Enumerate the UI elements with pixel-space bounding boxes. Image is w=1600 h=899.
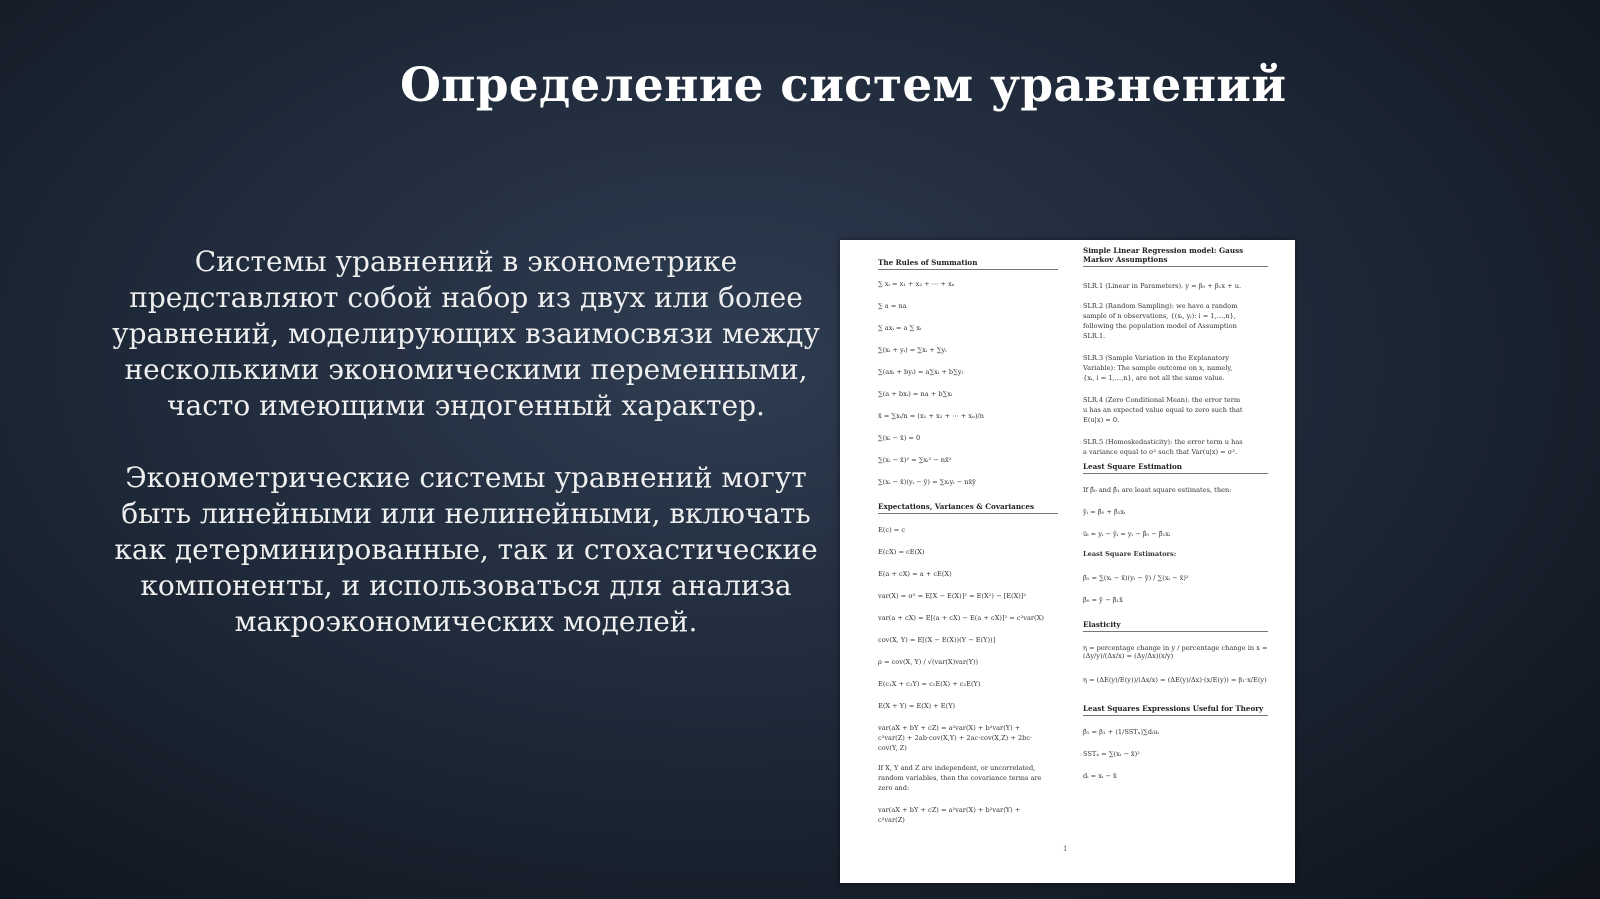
formula-line: η = (ΔE(y)/E(y))/(Δx/x) = (ΔE(y)/Δx)·(x/E(y)) = β₁·x/E(y) bbox=[1083, 676, 1267, 684]
formula-line: following the population model of Assumption bbox=[1083, 322, 1237, 330]
formula-line: cov(Y, Z) bbox=[878, 744, 907, 752]
formula-line: ∑(xᵢ − x̄)(yᵢ − ȳ) = ∑xᵢyᵢ − nx̄ȳ bbox=[878, 478, 976, 486]
formula-line: SLR.3 (Sample Variation in the Explanatory bbox=[1083, 354, 1230, 362]
formula-line: c²var(Z) bbox=[878, 816, 905, 824]
formula-line: var(aX + bY + cZ) = a²var(X) + b²var(Y) + bbox=[878, 724, 1021, 732]
slide-body bbox=[110, 244, 822, 640]
formula-line: ∑(a + bxᵢ) = na + b∑xᵢ bbox=[878, 390, 953, 398]
formula-line: β̂₁ = ∑(xᵢ − x̄)(yᵢ − ȳ) / ∑(xᵢ − x̄)² bbox=[1083, 574, 1189, 582]
formula-line: ûᵢ = yᵢ − ŷᵢ = yᵢ − β̂₀ − β̂₁xᵢ bbox=[1083, 530, 1171, 538]
formula-line: Variable): The sample outcome on x, namely, bbox=[1083, 364, 1233, 372]
formula-line: x̄ = ∑xᵢ/n = (x₁ + x₂ + ⋯ + xₙ)/n bbox=[878, 412, 985, 420]
formula-line: E(u|x) = 0. bbox=[1083, 416, 1120, 424]
formula-line: sample of n observations, {(xᵢ, yᵢ): i = 1,…,n}, bbox=[1083, 312, 1236, 320]
section-heading: Least Square Estimation bbox=[1083, 462, 1268, 474]
formula-line: E(c₁X + c₂Y) = c₁E(X) + c₂E(Y) bbox=[878, 680, 981, 688]
formula-line: ∑ a = na bbox=[878, 302, 907, 310]
formula-line: SLR.2 (Random Sampling): we have a random bbox=[1083, 302, 1238, 310]
section-heading: Elasticity bbox=[1083, 620, 1268, 632]
formula-sheet-image bbox=[840, 240, 1295, 883]
section-heading: Expectations, Variances & Covariances bbox=[878, 502, 1058, 514]
formula-line: SLR.4 (Zero Conditional Mean). the error term bbox=[1083, 396, 1241, 404]
section-heading: Simple Linear Regression model: Gauss Markov Assumptions bbox=[1083, 246, 1268, 267]
formula-line: ∑ xᵢ = x₁ + x₂ + ⋯ + xₙ bbox=[878, 280, 955, 288]
formula-line: a variance equal to σ² such that Var(u|x) = σ². bbox=[1083, 448, 1238, 456]
formula-line: ∑(xᵢ − x̄)² = ∑xᵢ² − nx̄² bbox=[878, 456, 952, 464]
formula-line: cov(X, Y) = E[(X − E(X))(Y − E(Y))] bbox=[878, 636, 996, 644]
formula-line: {xᵢ, i = 1,…,n}, are not all the same value. bbox=[1083, 374, 1225, 382]
formula-line: β̂₀ = ȳ − β̂₁x̄ bbox=[1083, 596, 1123, 604]
formula-line: u has an expected value equal to zero such that bbox=[1083, 406, 1243, 414]
slide-title: Определение систем уравнений bbox=[400, 58, 1287, 113]
paragraph-definition: Системы уравнений в эконометрике представляют собой набор из двух или более уравнений, моделирующих взаимосвязи между несколькими экономическими переменными, часто имеющими эндогенный характер. bbox=[112, 245, 820, 422]
formula-line: ∑(xᵢ + yᵢ) = ∑xᵢ + ∑yᵢ bbox=[878, 346, 947, 354]
formula-line: var(a + cX) = E[(a + cX) − E(a + cX)]² = c²var(X) bbox=[878, 614, 1044, 622]
section-heading: Least Squares Expressions Useful for Theory bbox=[1083, 704, 1268, 716]
formula-line: E(cX) = cE(X) bbox=[878, 548, 925, 556]
formula-line: ∑ axᵢ = a ∑ xᵢ bbox=[878, 324, 922, 332]
formula-line: SLR.1. bbox=[1083, 332, 1106, 340]
formula-line: zero and: bbox=[878, 784, 910, 792]
formula-line: SSTₓ = ∑(xᵢ − x̄)² bbox=[1083, 750, 1140, 758]
section-heading: The Rules of Summation bbox=[878, 258, 1058, 270]
formula-line: ∑(xᵢ − x̄) = 0 bbox=[878, 434, 921, 442]
formula-line: E(a + cX) = a + cE(X) bbox=[878, 570, 952, 578]
formula-line: random variables, then the covariance terms are bbox=[878, 774, 1042, 782]
formula-line: E(c) = c bbox=[878, 526, 906, 534]
page-number: 1 bbox=[1063, 845, 1068, 853]
formula-line: If β̂₀ and β̂₁ are least square estimates, then: bbox=[1083, 486, 1232, 494]
formula-line: E(X + Y) = E(X) + E(Y) bbox=[878, 702, 956, 710]
formula-line: var(X) = σ² = E[X − E(X)]² = E(X²) − [E(X)]² bbox=[878, 592, 1027, 600]
formula-line: var(aX + bY + cZ) = a²var(X) + b²var(Y) + bbox=[878, 806, 1021, 814]
formula-line: c²var(Z) + 2ab·cov(X,Y) + 2ac·cov(X,Z) + 2bc· bbox=[878, 734, 1033, 742]
formula-line: ŷᵢ = β̂₀ + β̂₁xᵢ bbox=[1083, 508, 1126, 516]
formula-line: dᵢ = xᵢ − x̄ bbox=[1083, 772, 1117, 780]
formula-line: ∑(axᵢ + byᵢ) = a∑xᵢ + b∑yᵢ bbox=[878, 368, 963, 376]
formula-line: If X, Y and Z are independent, or uncorrelated, bbox=[878, 764, 1036, 772]
formula-line: β̂₁ = β₁ + (1/SSTₓ)∑dᵢuᵢ bbox=[1083, 728, 1159, 736]
formula-line: SLR.5 (Homoskedasticity): the error term u has bbox=[1083, 438, 1243, 446]
formula-line: ρ = cov(X, Y) / √(var(X)var(Y)) bbox=[878, 658, 979, 666]
formula-line: SLR.1 (Linear in Parameters). y = β₀ + β₁x + u. bbox=[1083, 282, 1242, 290]
paragraph-types: Эконометрические системы уравнений могут быть линейными или нелинейными, включать как детерминированные, так и стохастические компоненты, и использоваться для анализа макроэкономических моделей. bbox=[114, 461, 818, 638]
formula-line: Least Square Estimators: bbox=[1083, 550, 1177, 558]
formula-line: η = percentage change in y / percentage change in x = (Δy/y)/(Δx/x) = (Δy/Δx)(x/y) bbox=[1083, 644, 1268, 660]
